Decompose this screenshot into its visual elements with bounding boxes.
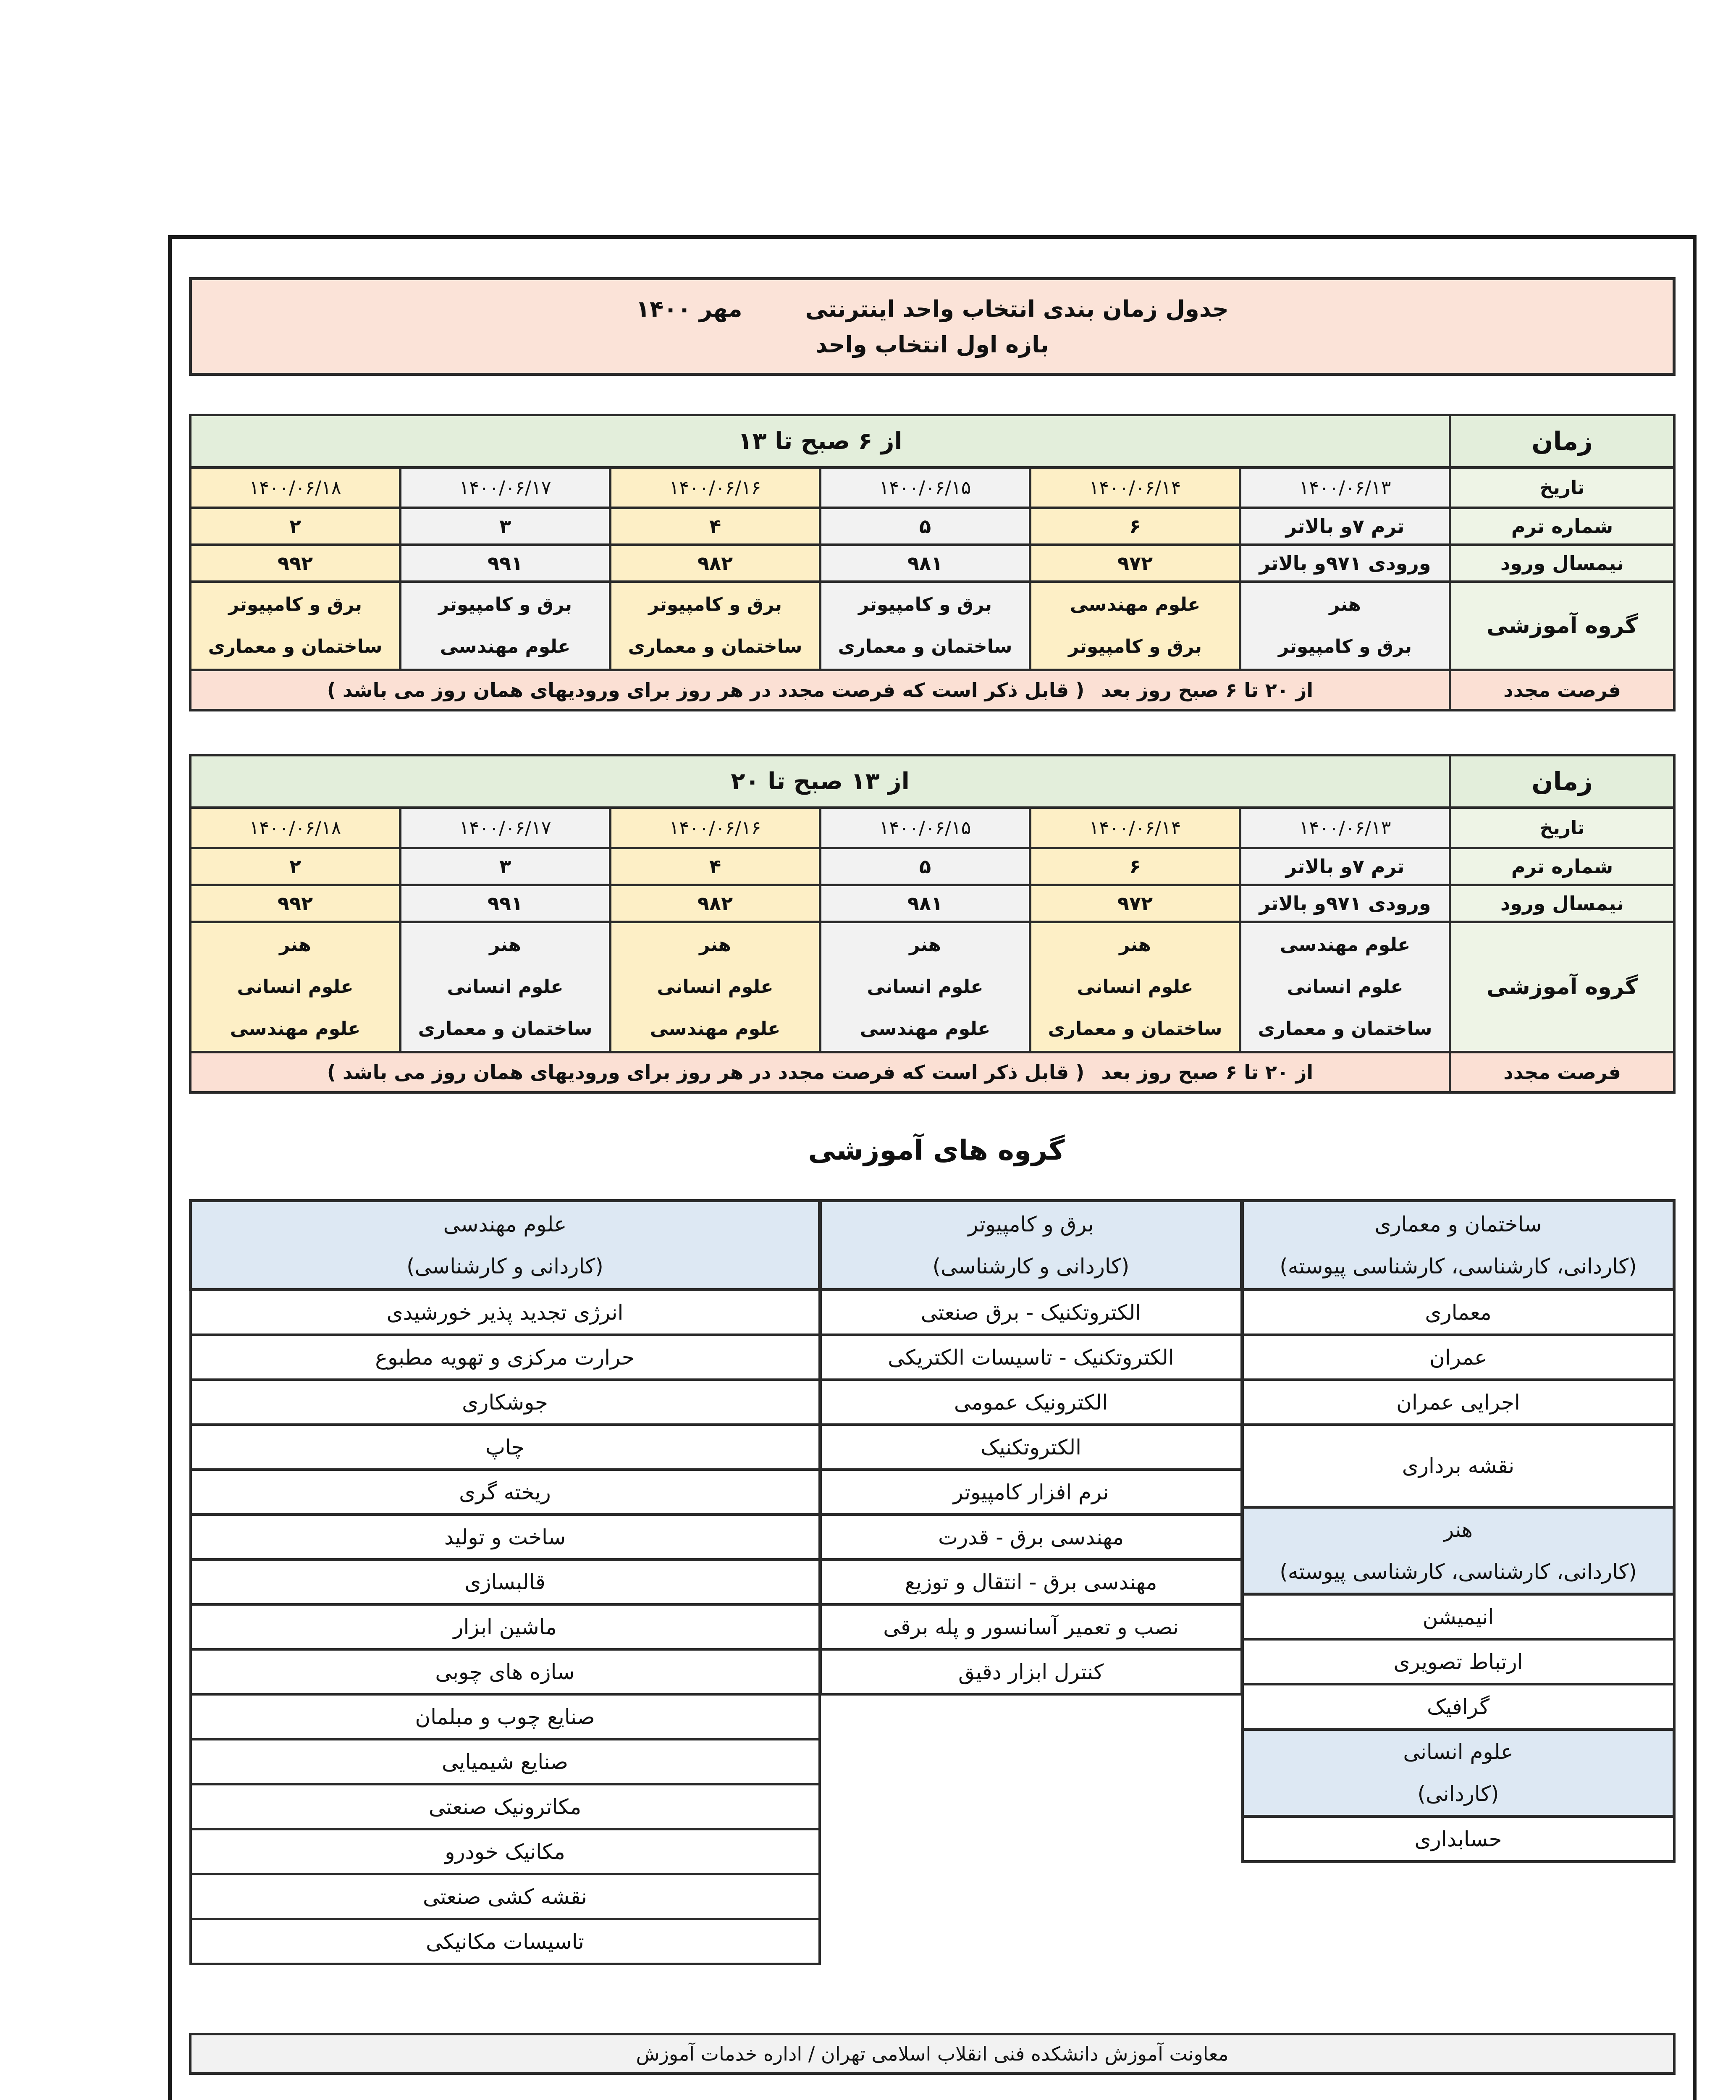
group-list-electrical: [819, 1199, 1243, 1696]
group-cell: [1030, 582, 1240, 670]
group-name: برق و کامپیوتر: [438, 594, 572, 615]
group-name: علوم مهندسی: [860, 1018, 991, 1040]
group-list-construction-art-humanities: [1241, 1199, 1676, 1863]
group-name: هنر: [909, 934, 941, 956]
retry-time: از ۲۰ تا ۶ صبح روز بعد: [1101, 1061, 1314, 1084]
term-cell: ترم ۷و بالاتر: [1240, 508, 1450, 545]
page-title: جدول زمان بندی انتخاب واحد اینترنتی: [805, 295, 1229, 322]
group-cell: [1030, 922, 1240, 1052]
list-item: کنترل ابزار دقیق: [821, 1649, 1242, 1694]
list-item: مهندسی برق - انتقال و توزیع: [821, 1559, 1242, 1604]
entry-cell: ورودی ۹۷۱و بالاتر: [1240, 885, 1450, 922]
retry-cell: [190, 670, 1450, 710]
term-cell: ۶: [1030, 848, 1240, 885]
date-cell: ۱۴۰۰/۰۶/۱۵: [820, 808, 1030, 848]
group-subtitle: (کاردانی و کارشناسی): [406, 1254, 603, 1278]
date-cell: ۱۴۰۰/۰۶/۱۴: [1030, 467, 1240, 508]
date-label: تاریخ: [1450, 467, 1674, 508]
entry-row: [190, 545, 1674, 582]
date-cell: ۱۴۰۰/۰۶/۱۷: [400, 808, 610, 848]
group-cell: [190, 582, 400, 670]
term-row: [190, 848, 1674, 885]
list-item: نقشه برداری: [1243, 1425, 1674, 1507]
term-cell: ۴: [610, 848, 820, 885]
group-name: ساختمان و معماری: [1048, 1018, 1222, 1040]
list-item: ساخت و تولید: [191, 1515, 820, 1559]
group-name: برق و کامپیوتر: [648, 594, 782, 615]
list-item: مکانیک خودرو: [191, 1829, 820, 1874]
group-name: علوم مهندسی: [650, 1018, 781, 1040]
list-item: نقشه کشی صنعتی: [191, 1874, 820, 1919]
group-title: برق و کامپیوتر: [968, 1212, 1094, 1236]
entry-label: نیمسال ورود: [1450, 545, 1674, 582]
footer-note: معاونت آموزش دانشکده فنی انقلاب اسلامی تهران / اداره خدمات آموزش: [189, 2033, 1676, 2075]
entry-cell: ۹۹۲: [190, 545, 400, 582]
group-name: ساختمان و معماری: [628, 636, 802, 657]
schedule-table-morning: [189, 414, 1676, 711]
list-item: جوشکاری: [191, 1380, 820, 1425]
list-item: نرم افزار کامپیوتر: [821, 1470, 1242, 1515]
group-title: علوم انسانی: [1403, 1740, 1513, 1764]
retry-note: ( قابل ذکر است که فرصت مجدد در هر روز برای ورودیهای همان روز می باشد ): [327, 1061, 1085, 1084]
list-item: اجرایی عمران: [1243, 1380, 1674, 1425]
date-cell: ۱۴۰۰/۰۶/۱۷: [400, 467, 610, 508]
list-item: ارتباط تصویری: [1243, 1639, 1674, 1684]
group-cell: [1240, 922, 1450, 1052]
group-subtitle: (کاردانی): [1417, 1782, 1499, 1806]
term-label: شماره ترم: [1450, 508, 1674, 545]
groups-heading: گروه های آموزشی: [808, 1134, 1065, 1166]
group-cell: [190, 922, 400, 1052]
time-row: [190, 755, 1674, 808]
retry-row: [190, 1052, 1674, 1092]
list-item: صنایع شیمیایی: [191, 1739, 820, 1784]
group-cell: [400, 922, 610, 1052]
group-name: ساختمان و معماری: [1258, 1018, 1432, 1040]
date-cell: ۱۴۰۰/۰۶/۱۳: [1240, 808, 1450, 848]
group-title: هنر: [1443, 1517, 1473, 1542]
entry-cell: ۹۹۲: [190, 885, 400, 922]
entry-label: نیمسال ورود: [1450, 885, 1674, 922]
term-label: شماره ترم: [1450, 848, 1674, 885]
group-name: علوم مهندسی: [1280, 934, 1411, 956]
date-row: [190, 808, 1674, 848]
group-header-construction: [1243, 1201, 1674, 1290]
group-name: هنر: [279, 934, 311, 956]
time-range: از ۶ صبح تا ۱۳: [190, 415, 1450, 467]
list-item: چاپ: [191, 1425, 820, 1470]
group-name: ساختمان و معماری: [208, 636, 383, 657]
schedule-table-afternoon: [189, 754, 1676, 1094]
group-name: علوم انسانی: [657, 976, 774, 998]
list-item: الکتروتکنیک - تاسیسات الکتریکی: [821, 1335, 1242, 1380]
group-name: علوم انسانی: [237, 976, 354, 998]
list-item: الکترونیک عمومی: [821, 1380, 1242, 1425]
group-name: ساختمان و معماری: [418, 1018, 593, 1040]
group-list-engineering: [189, 1199, 821, 1965]
entry-cell: ۹۹۱: [400, 545, 610, 582]
group-name: علوم مهندسی: [1070, 594, 1201, 615]
list-item: الکتروتکنیک - برق صنعتی: [821, 1290, 1242, 1335]
term-cell: ۵: [820, 508, 1030, 545]
term-cell: ترم ۷و بالاتر: [1240, 848, 1450, 885]
time-row: [190, 415, 1674, 467]
entry-cell: ۹۸۲: [610, 545, 820, 582]
list-item: گرافیک: [1243, 1684, 1674, 1730]
list-item: مکاترونیک صنعتی: [191, 1784, 820, 1829]
list-item: عمران: [1243, 1335, 1674, 1380]
group-name: علوم انسانی: [1077, 976, 1193, 998]
group-name: برق و کامپیوتر: [858, 594, 992, 615]
list-item: ماشین ابزار: [191, 1604, 820, 1649]
term-cell: ۲: [190, 508, 400, 545]
group-name: هنر: [1329, 594, 1361, 615]
group-name: برق و کامپیوتر: [1068, 636, 1202, 657]
list-item: حسابداری: [1243, 1816, 1674, 1862]
time-label: زمان: [1450, 755, 1674, 808]
group-name: علوم مهندسی: [440, 636, 571, 657]
group-cell: [610, 582, 820, 670]
group-subtitle: (کاردانی و کارشناسی): [932, 1254, 1130, 1278]
entry-cell: ۹۹۱: [400, 885, 610, 922]
title-line: [636, 296, 1229, 322]
list-item: معماری: [1243, 1290, 1674, 1335]
list-item: انرژی تجدید پذیر خورشیدی: [191, 1290, 820, 1335]
term-cell: ۶: [1030, 508, 1240, 545]
time-label: زمان: [1450, 415, 1674, 467]
group-name: علوم انسانی: [867, 976, 983, 998]
group-name: هنر: [489, 934, 521, 956]
date-row: [190, 467, 1674, 508]
date-cell: ۱۴۰۰/۰۶/۱۴: [1030, 808, 1240, 848]
group-header-engineering: [191, 1201, 820, 1290]
group-name: علوم مهندسی: [230, 1018, 361, 1040]
group-cell: [610, 922, 820, 1052]
date-cell: ۱۴۰۰/۰۶/۱۶: [610, 467, 820, 508]
term-cell: ۵: [820, 848, 1030, 885]
entry-cell: ۹۸۲: [610, 885, 820, 922]
group-name: برق و کامپیوتر: [228, 594, 362, 615]
list-item: سازه های چوبی: [191, 1649, 820, 1694]
group-header-electrical: [821, 1201, 1242, 1290]
group-label: گروه آموزشی: [1450, 582, 1674, 670]
term-cell: ۴: [610, 508, 820, 545]
group-subtitle: (کاردانی، کارشناسی، کارشناسی پیوسته): [1280, 1254, 1637, 1278]
retry-time: از ۲۰ تا ۶ صبح روز بعد: [1101, 679, 1314, 701]
list-item: نصب و تعمیر آسانسور و پله برقی: [821, 1604, 1242, 1649]
group-row: [190, 582, 1674, 670]
entry-cell: ۹۸۱: [820, 885, 1030, 922]
document-header: [189, 277, 1676, 376]
group-label: گروه آموزشی: [1450, 922, 1674, 1052]
retry-row: [190, 670, 1674, 710]
entry-cell: ۹۷۲: [1030, 545, 1240, 582]
list-item: مهندسی برق - قدرت: [821, 1515, 1242, 1559]
date-cell: ۱۴۰۰/۰۶/۱۳: [1240, 467, 1450, 508]
term-cell: ۳: [400, 848, 610, 885]
entry-row: [190, 885, 1674, 922]
group-title: علوم مهندسی: [443, 1212, 567, 1236]
group-name: علوم انسانی: [1287, 976, 1403, 998]
group-cell: [400, 582, 610, 670]
term-row: [190, 508, 1674, 545]
list-item: قالبسازی: [191, 1559, 820, 1604]
list-item: حرارت مرکزی و تهویه مطبوع: [191, 1335, 820, 1380]
entry-cell: ورودی ۹۷۱و بالاتر: [1240, 545, 1450, 582]
list-item: تاسیسات مکانیکی: [191, 1919, 820, 1964]
entry-cell: ۹۷۲: [1030, 885, 1240, 922]
group-name: هنر: [1119, 934, 1151, 956]
date-cell: ۱۴۰۰/۰۶/۱۸: [190, 808, 400, 848]
retry-cell: [190, 1052, 1450, 1092]
entry-cell: ۹۸۱: [820, 545, 1030, 582]
date-cell: ۱۴۰۰/۰۶/۱۶: [610, 808, 820, 848]
term-cell: ۲: [190, 848, 400, 885]
group-name: ساختمان و معماری: [838, 636, 1012, 657]
date-label: تاریخ: [1450, 808, 1674, 848]
group-subtitle: (کاردانی، کارشناسی، کارشناسی پیوسته): [1280, 1559, 1637, 1584]
list-item: انیمیشن: [1243, 1594, 1674, 1640]
list-item: الکتروتکنیک: [821, 1425, 1242, 1470]
group-cell: [820, 922, 1030, 1052]
time-range: از ۱۳ صبح تا ۲۰: [190, 755, 1450, 808]
retry-note: ( قابل ذکر است که فرصت مجدد در هر روز برای ورودیهای همان روز می باشد ): [327, 679, 1085, 701]
month-label: مهر ۱۴۰۰: [636, 295, 742, 322]
page-subtitle: بازه اول انتخاب واحد: [816, 331, 1049, 358]
group-header-art: [1243, 1507, 1674, 1594]
group-name: هنر: [699, 934, 731, 956]
retry-label: فرصت مجدد: [1450, 1052, 1674, 1092]
group-header-humanities: [1243, 1730, 1674, 1816]
group-cell: [820, 582, 1030, 670]
group-title: ساختمان و معماری: [1374, 1212, 1542, 1236]
group-name: علوم انسانی: [447, 976, 564, 998]
term-cell: ۳: [400, 508, 610, 545]
group-name: برق و کامپیوتر: [1278, 636, 1412, 657]
list-item: صنایع چوب و مبلمان: [191, 1694, 820, 1739]
retry-label: فرصت مجدد: [1450, 670, 1674, 710]
group-cell: [1240, 582, 1450, 670]
group-row: [190, 922, 1674, 1052]
date-cell: ۱۴۰۰/۰۶/۱۵: [820, 467, 1030, 508]
list-item: ریخته گری: [191, 1470, 820, 1515]
date-cell: ۱۴۰۰/۰۶/۱۸: [190, 467, 400, 508]
